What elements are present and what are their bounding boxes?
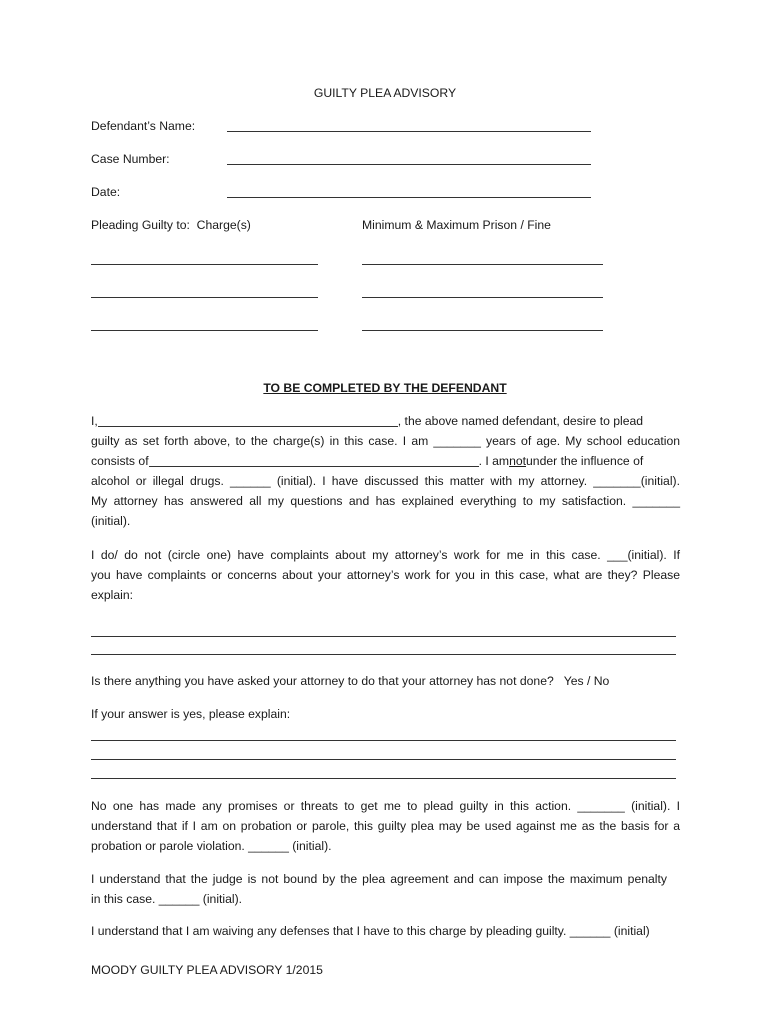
- promises-paragraph: [91, 796, 680, 856]
- statement-text: under the influence of: [526, 454, 644, 468]
- penalty-field-3[interactable]: [362, 330, 603, 331]
- footer: MOODY GUILTY PLEA ADVISORY 1/2015: [91, 963, 323, 977]
- statement-line-6: (initial).: [91, 514, 131, 528]
- explain-answer-line-2[interactable]: [91, 759, 676, 760]
- charge-field-2[interactable]: [91, 297, 318, 298]
- defendant-name-field[interactable]: [227, 131, 591, 132]
- complaints-line-1: I do/ do not (circle one) have complaints about my attorney’s work for me in this case. ___(initial). If: [91, 548, 680, 562]
- section-heading: TO BE COMPLETED BY THE DEFENDANT: [263, 381, 507, 395]
- explain-prompt: If your answer is yes, please explain:: [91, 707, 291, 721]
- judge-line-1: I understand that the judge is not bound by the plea agreement and can impose the maximum penalty: [91, 872, 667, 886]
- statement-line-2: guilty as set forth above, to the charge(s) in this case. I am _______ years of age. My school education: [91, 434, 680, 448]
- attorney-question: Is there anything you have asked your attorney to do that your attorney has not done? Yes / No: [91, 674, 610, 688]
- judge-paragraph: [91, 869, 680, 909]
- emphasis-not: not: [509, 454, 527, 468]
- promises-line-3: probation or parole violation. ______ (initial).: [91, 839, 332, 853]
- promises-line-2: understand that if I am on probation or parole, this guilty plea may be used against me as the basis for a: [91, 819, 680, 833]
- explain-answer-line-3[interactable]: [91, 778, 676, 779]
- waiver-statement: I understand that I am waiving any defenses that I have to this charge by pleading guilty. ______ (initial): [91, 924, 650, 938]
- statement-line-4: alcohol or illegal drugs. ______ (initial). I have discussed this matter with my attorney. _______(initial).: [91, 474, 680, 488]
- case-number-label: Case Number:: [91, 152, 170, 166]
- complaints-answer-line-1[interactable]: [91, 636, 676, 637]
- charge-field-1[interactable]: [91, 264, 318, 265]
- date-label: Date:: [91, 185, 121, 199]
- statement-text: consists of: [91, 454, 149, 468]
- defendant-statement-paragraph: [91, 411, 680, 531]
- statement-text: I,: [91, 414, 98, 428]
- charges-header: Pleading Guilty to: Charge(s): [91, 218, 251, 232]
- defendant-name-label: Defendant’s Name:: [91, 119, 196, 133]
- statement-line-5: My attorney has answered all my questions and has explained everything to my satisfaction. _______: [91, 494, 680, 508]
- promises-line-1: No one has made any promises or threats to get me to plead guilty in this action. _______ (initial). I: [91, 799, 680, 813]
- penalty-field-1[interactable]: [362, 264, 603, 265]
- complaints-answer-line-2[interactable]: [91, 654, 676, 655]
- page-title: GUILTY PLEA ADVISORY: [313, 86, 457, 100]
- complaints-paragraph: [91, 545, 680, 605]
- defendant-full-name-field[interactable]: [98, 426, 398, 427]
- penalty-header: Minimum & Maximum Prison / Fine: [362, 218, 551, 232]
- statement-text: , the above named defendant, desire to plead: [397, 414, 644, 428]
- statement-text: . I am: [478, 454, 510, 468]
- judge-line-2: in this case. ______ (initial).: [91, 892, 243, 906]
- case-number-field[interactable]: [227, 164, 591, 165]
- penalty-field-2[interactable]: [362, 297, 603, 298]
- complaints-line-3: explain:: [91, 588, 134, 602]
- explain-answer-line-1[interactable]: [91, 740, 676, 741]
- charge-field-3[interactable]: [91, 330, 318, 331]
- statement-line-1: [91, 411, 680, 431]
- complaints-line-2: you have complaints or concerns about your attorney’s work for you in this case, what are they? Please: [91, 568, 680, 582]
- date-field[interactable]: [227, 197, 591, 198]
- statement-line-3: [91, 451, 680, 471]
- education-field[interactable]: [149, 466, 479, 467]
